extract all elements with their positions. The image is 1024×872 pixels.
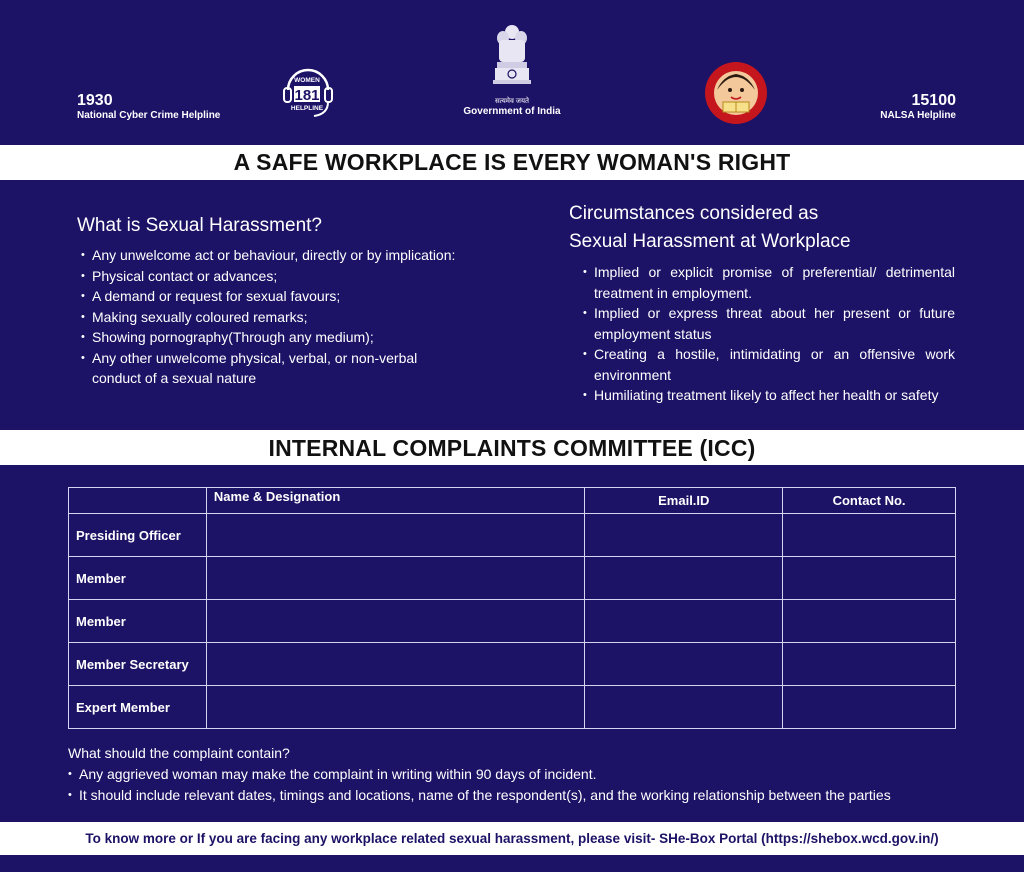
header-name-designation: Name & Designation bbox=[206, 488, 585, 514]
circumstances-title-line1: Circumstances considered as bbox=[569, 203, 819, 224]
notes-heading: What should the complaint contain? bbox=[68, 745, 290, 761]
table-row bbox=[69, 514, 956, 557]
table-header-row bbox=[69, 488, 956, 514]
email-cell bbox=[585, 600, 783, 643]
list-item: • Showing pornography(Through any medium); bbox=[77, 327, 457, 348]
header-role bbox=[69, 488, 207, 514]
table-row bbox=[69, 643, 956, 686]
circumstances-title-line2: Sexual Harassment at Workplace bbox=[569, 231, 851, 252]
row-role: Member bbox=[69, 557, 207, 600]
women-helpline-logo bbox=[276, 60, 340, 124]
girl-reading-icon bbox=[703, 60, 769, 126]
email-cell bbox=[585, 557, 783, 600]
table-row bbox=[69, 557, 956, 600]
list-item: • A demand or request for sexual favours; bbox=[77, 286, 457, 307]
icc-table bbox=[68, 487, 956, 729]
contact-cell bbox=[783, 557, 956, 600]
header-contact: Contact No. bbox=[783, 488, 956, 514]
definition-list bbox=[77, 245, 457, 389]
name-cell bbox=[206, 514, 585, 557]
table-row bbox=[69, 600, 956, 643]
emblem-caption: Government of India bbox=[463, 106, 561, 117]
logo-181-number: 181 bbox=[294, 87, 320, 104]
government-emblem bbox=[462, 24, 562, 117]
list-item: • Any other unwelcome physical, verbal, or non-verbal conduct of a sexual nature bbox=[77, 348, 457, 389]
banner-title: A SAFE WORKPLACE IS EVERY WOMAN'S RIGHT bbox=[0, 145, 1024, 180]
notes-list bbox=[68, 764, 968, 805]
row-role: Presiding Officer bbox=[69, 514, 207, 557]
logo-181-top-text: WOMEN bbox=[294, 77, 320, 84]
cyber-crime-helpline bbox=[77, 92, 220, 122]
email-cell bbox=[585, 686, 783, 729]
list-item: • Any aggrieved woman may make the complaint in writing within 90 days of incident. bbox=[68, 764, 968, 785]
email-cell bbox=[585, 643, 783, 686]
list-item: • It should include relevant dates, timings and locations, name of the respondent(s), and the working relationship between the parties bbox=[68, 785, 968, 806]
list-item: • Physical contact or advances; bbox=[77, 266, 457, 287]
emblem-motto: सत्यमेव जयते bbox=[494, 98, 530, 105]
row-role: Expert Member bbox=[69, 686, 207, 729]
list-item: • Any unwelcome act or behaviour, directly or by implication: bbox=[77, 245, 457, 266]
name-cell bbox=[206, 557, 585, 600]
row-role: Member Secretary bbox=[69, 643, 207, 686]
contact-cell bbox=[783, 643, 956, 686]
list-item: • Implied or explicit promise of preferential/ detrimental treatment in employment. bbox=[579, 262, 955, 303]
cyber-crime-helpline-name: National Cyber Crime Helpline bbox=[77, 110, 221, 121]
header-email: Email.ID bbox=[585, 488, 783, 514]
cyber-crime-helpline-number: 1930 bbox=[77, 92, 113, 109]
circumstances-section bbox=[569, 200, 955, 406]
headset-icon bbox=[276, 60, 340, 124]
table-row bbox=[69, 686, 956, 729]
list-item: • Humiliating treatment likely to affect her health or safety bbox=[579, 385, 955, 406]
contact-cell bbox=[783, 600, 956, 643]
complaint-notes bbox=[68, 743, 968, 805]
email-cell bbox=[585, 514, 783, 557]
circumstances-list bbox=[569, 262, 955, 406]
row-role: Member bbox=[69, 600, 207, 643]
list-item: • Creating a hostile, intimidating or an offensive work environment bbox=[579, 344, 955, 385]
beti-bachao-beti-padhao-logo bbox=[703, 60, 769, 126]
lion-capital-icon bbox=[487, 24, 537, 90]
nalsa-helpline-name: NALSA Helpline bbox=[880, 110, 956, 121]
definition-section bbox=[77, 212, 457, 389]
nalsa-helpline bbox=[880, 92, 956, 122]
name-cell bbox=[206, 600, 585, 643]
definition-title: What is Sexual Harassment? bbox=[77, 215, 322, 236]
contact-cell bbox=[783, 514, 956, 557]
circumstances-title bbox=[569, 200, 955, 256]
list-item: • Making sexually coloured remarks; bbox=[77, 307, 457, 328]
contact-cell bbox=[783, 686, 956, 729]
footer-banner: To know more or If you are facing any workplace related sexual harassment, please visit- SHe-Box Portal (https://shebox.wcd.gov.in/) bbox=[0, 822, 1024, 855]
logo-181-bottom-text: HELPLINE bbox=[290, 105, 324, 112]
list-item: • Implied or express threat about her present or future employment status bbox=[579, 303, 955, 344]
name-cell bbox=[206, 686, 585, 729]
nalsa-helpline-number: 15100 bbox=[911, 92, 956, 109]
committee-title: INTERNAL COMPLAINTS COMMITTEE (ICC) bbox=[0, 430, 1024, 465]
name-cell bbox=[206, 643, 585, 686]
